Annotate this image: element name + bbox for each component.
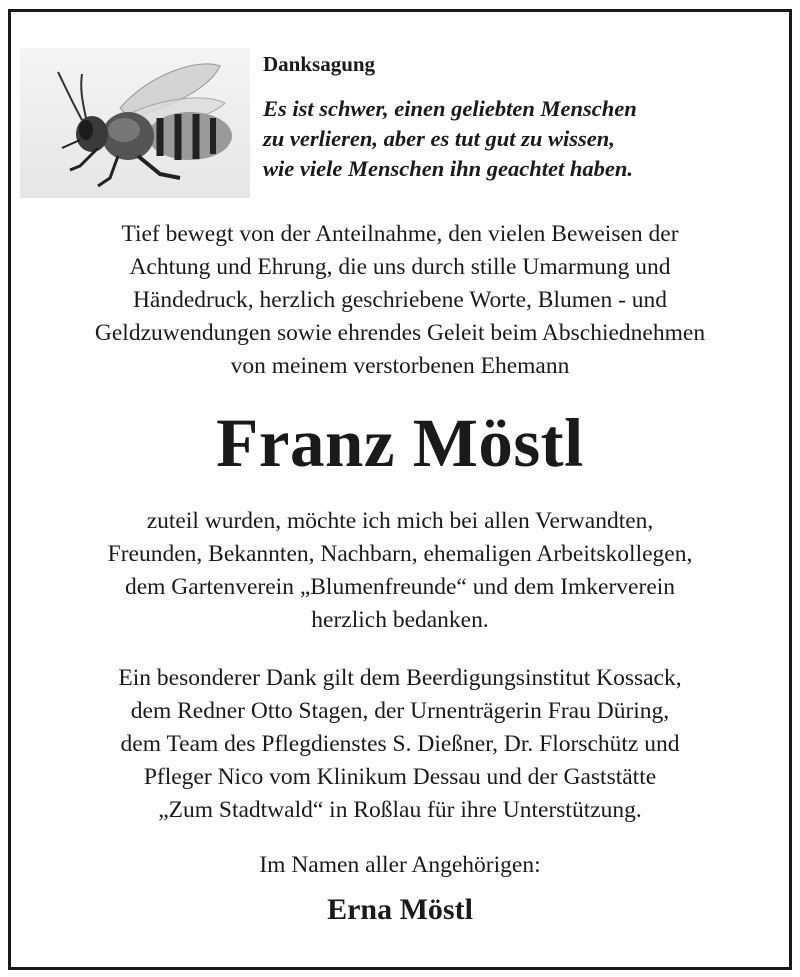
text-line: von meinem verstorbenen Ehemann [230, 353, 570, 379]
quote-line: wie viele Menschen ihn geachtet haben. [263, 156, 633, 181]
signer-name: Erna Möstl [327, 893, 473, 926]
text-line: dem Gartenverein „Blumenfreunde“ und dem Imkerverein [124, 574, 676, 600]
quote [263, 94, 773, 184]
text-line: dem Team des Pflegdienstes S. Dießner, Dr. Florschütz und [120, 731, 680, 757]
text-line: „Zum Stadtwald“ in Roßlau für ihre Unterstützung. [158, 797, 642, 823]
text-line: Ein besonderer Dank gilt dem Beerdigungsinstitut Kossack, [118, 665, 682, 691]
text-line: Achtung und Ehrung, die uns durch stille Umarmung und [129, 254, 671, 280]
paragraph-intro [20, 218, 780, 383]
text-line: Geldzuwendungen sowie ehrendes Geleit beim Abschiednehmen [94, 320, 706, 346]
quote-line: Es ist schwer, einen geliebten Menschen [263, 96, 637, 121]
closing-line: Im Namen aller Angehörigen: [259, 852, 541, 878]
quote-line: zu verlieren, aber es tut gut zu wissen, [263, 126, 615, 151]
text-line: Händedruck, herzlich geschriebene Worte, Blumen - und [132, 287, 668, 313]
bee-illustration-icon [20, 48, 250, 198]
text-line: Freunden, Bekannten, Nachbarn, ehemaligen Arbeitskollegen, [107, 541, 693, 567]
text-line: Tief bewegt von der Anteilnahme, den vielen Beweisen der [121, 221, 679, 247]
text-line: Pfleger Nico vom Klinikum Dessau und der Gaststätte [143, 764, 657, 790]
paragraph-special-thanks [20, 662, 780, 827]
paragraph-thanks [20, 505, 780, 637]
text-line: zuteil wurden, möchte ich mich bei allen Verwandten, [146, 508, 654, 534]
deceased-name: Franz Möstl [216, 405, 584, 481]
notice-heading: Danksagung [263, 52, 376, 76]
text-line: dem Redner Otto Stagen, der Urnenträgerin Frau Düring, [130, 698, 670, 724]
text-line: herzlich bedanken. [311, 607, 489, 633]
